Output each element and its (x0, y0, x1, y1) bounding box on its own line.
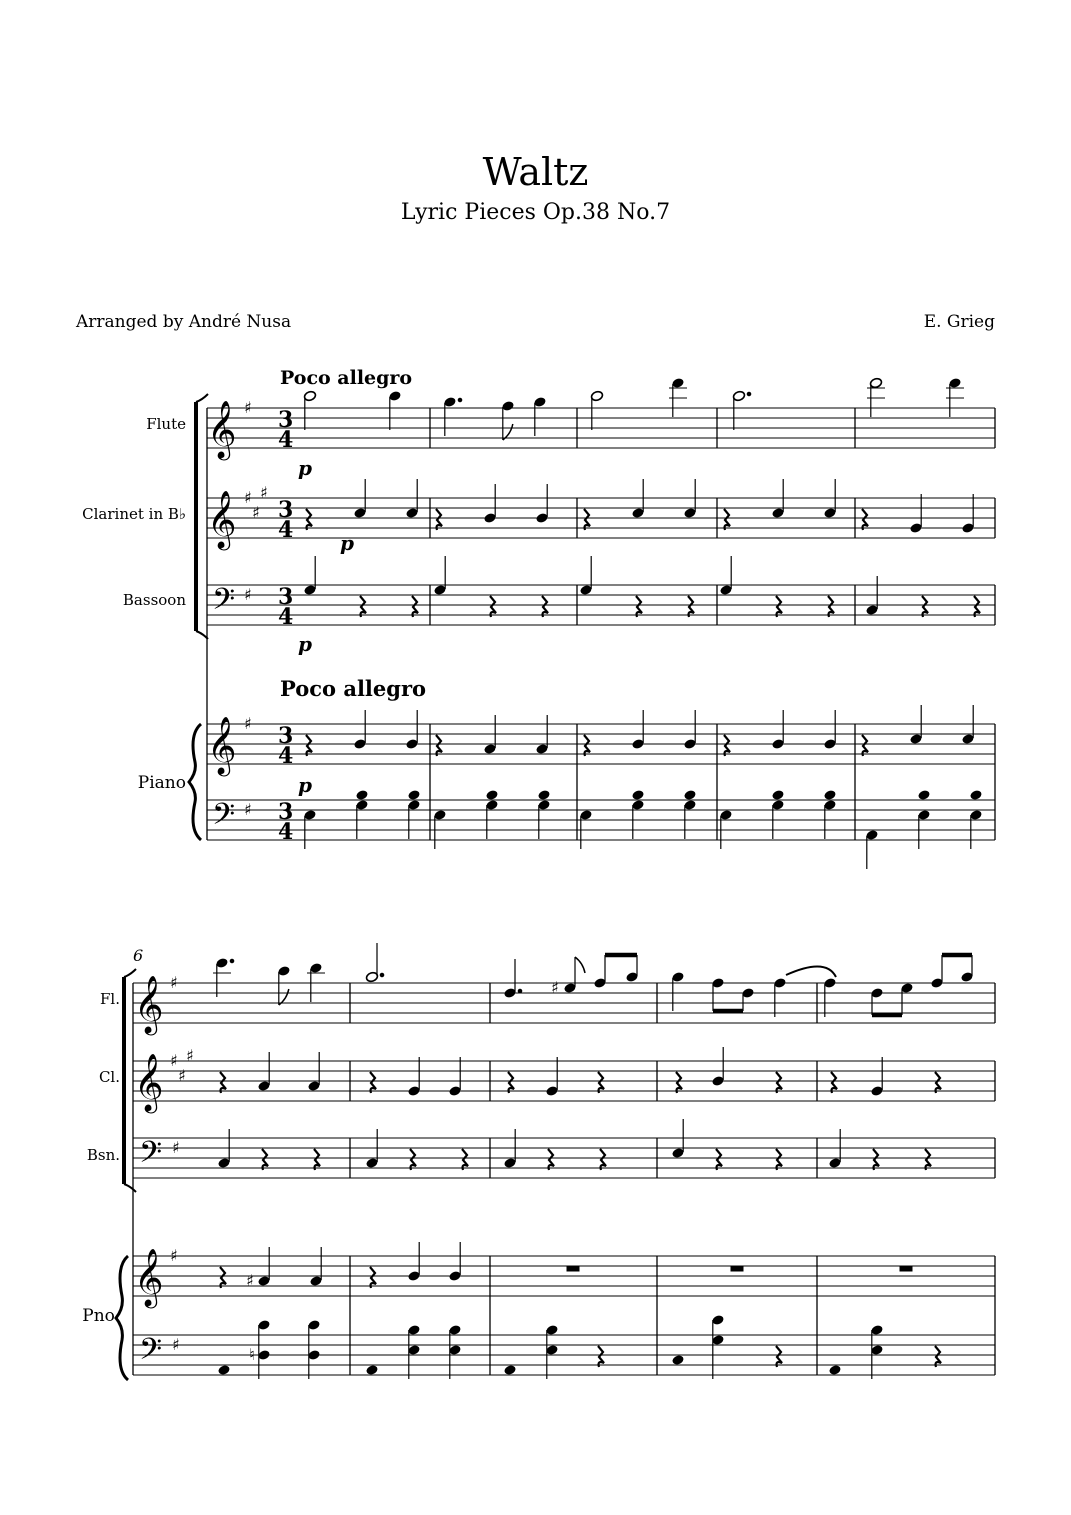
instrument-label-bassoon: Bassoon (122, 591, 186, 609)
quarter-rest (676, 1072, 682, 1093)
piece-title: Waltz (482, 150, 589, 194)
sharp-sign: ♯ (246, 1271, 254, 1290)
sharp-sign: ♯ (170, 973, 178, 992)
quarter-rest (776, 1072, 782, 1093)
sharp-sign: ♯ (551, 978, 559, 997)
quarter-rest (600, 1149, 606, 1170)
staff-flute (207, 408, 995, 448)
time-signature-bottom: 4 (278, 604, 294, 630)
dynamic-p: p (298, 773, 312, 797)
quarter-rest (862, 735, 868, 756)
instrument-label-flute-short: Fl. (100, 990, 120, 1008)
staff-clarinet (207, 498, 995, 538)
treble-clef: 𝄞 (134, 1053, 164, 1111)
quarter-rest (598, 1346, 604, 1367)
quarter-rest (776, 1346, 782, 1367)
quarter-rest (724, 735, 730, 756)
notehead (823, 789, 836, 801)
instrument-label-piano: Piano (137, 773, 186, 793)
tempo-marking-piano: Poco allegro (280, 676, 427, 701)
quarter-rest (370, 1072, 376, 1093)
instrument-label-bassoon-short: Bsn. (86, 1146, 120, 1164)
time-signature-bottom: 4 (278, 427, 294, 453)
quarter-rest (548, 1149, 554, 1170)
treble-clef: 𝄞 (207, 400, 237, 458)
time-signature-bottom: 4 (278, 819, 294, 845)
sharp-sign: ♯ (244, 398, 252, 417)
notehead (407, 789, 420, 801)
bass-clef: 𝄢 (139, 1136, 163, 1177)
quarter-rest (370, 1267, 376, 1288)
notehead (365, 1364, 378, 1376)
treble-clef: 𝄞 (134, 1248, 164, 1306)
notehead (683, 789, 696, 801)
quarter-rest (360, 596, 366, 617)
quarter-rest (862, 509, 868, 530)
quarter-rest (974, 596, 980, 617)
composer-credit: E. Grieg (923, 312, 995, 332)
notehead (355, 789, 368, 801)
quarter-rest (776, 1149, 782, 1170)
quarter-rest (598, 1072, 604, 1093)
time-signature-top: 3 (278, 407, 294, 433)
quarter-rest (542, 596, 548, 617)
sharp-sign: ♯ (260, 483, 268, 502)
quarter-rest (508, 1072, 514, 1093)
instrument-label-clarinet: Clarinet in B♭ (82, 505, 186, 523)
quarter-rest (306, 735, 312, 756)
quarter-rest (776, 596, 782, 617)
sharp-sign: ♯ (244, 585, 252, 604)
sharp-sign: ♯ (252, 503, 260, 522)
notehead (969, 789, 982, 801)
sharp-sign: ♯ (244, 800, 252, 819)
time-signature-top: 3 (278, 584, 294, 610)
sharp-sign: ♯ (244, 714, 252, 733)
time-signature-top: 3 (278, 799, 294, 825)
dynamic-p: p (298, 632, 312, 656)
instrument-label-flute: Flute (146, 415, 186, 433)
quarter-rest (935, 1346, 941, 1367)
quarter-rest (436, 509, 442, 530)
quarter-rest (220, 1267, 226, 1288)
quarter-rest (925, 1149, 931, 1170)
bass-clef: 𝄢 (139, 1333, 163, 1374)
sharp-sign: ♯ (170, 1051, 178, 1070)
quarter-rest (262, 1149, 268, 1170)
notehead (631, 789, 644, 801)
quarter-rest (922, 596, 928, 617)
sharp-sign: ♯ (172, 1138, 180, 1157)
quarter-rest (724, 509, 730, 530)
staff-piano-treble-2 (133, 1256, 995, 1296)
quarter-rest (716, 1149, 722, 1170)
time-signature-bottom: 4 (278, 743, 294, 769)
staff-piano-treble (207, 724, 995, 764)
sharp-sign: ♯ (186, 1046, 194, 1065)
quarter-rest (873, 1149, 879, 1170)
staff-clarinet-2 (133, 1061, 995, 1101)
instrument-label-clarinet-short: Cl. (98, 1068, 120, 1086)
notehead (485, 789, 498, 801)
dot (458, 398, 462, 402)
quarter-rest (828, 596, 834, 617)
staff-flute-2 (133, 983, 995, 1023)
sharp-sign: ♯ (172, 1335, 180, 1354)
bass-clef: 𝄢 (212, 798, 236, 839)
quarter-rest (584, 509, 590, 530)
sharp-sign: ♯ (170, 1246, 178, 1265)
piece-subtitle: Lyric Pieces Op.38 No.7 (400, 200, 671, 225)
quarter-rest (935, 1072, 941, 1093)
quarter-rest (490, 596, 496, 617)
notehead (828, 1364, 841, 1376)
staff-bassoon-2 (133, 1138, 995, 1178)
tempo-marking-winds: Poco allegro (280, 367, 413, 389)
whole-rest (900, 1266, 912, 1271)
quarter-rest (436, 735, 442, 756)
sharp-sign: ♯ (178, 1066, 186, 1085)
quarter-rest (584, 735, 590, 756)
quarter-rest (306, 509, 312, 530)
tie (786, 966, 836, 977)
time-signature-top: 3 (278, 723, 294, 749)
sharp-sign: ♯ (244, 488, 252, 507)
time-signature-bottom: 4 (278, 517, 294, 543)
notehead (917, 789, 930, 801)
treble-clef: 𝄞 (207, 716, 237, 774)
instrument-label-piano-short: Pno. (82, 1306, 120, 1326)
notehead (537, 789, 550, 801)
whole-rest (567, 1266, 579, 1271)
quarter-rest (410, 1149, 416, 1170)
notehead (503, 1364, 516, 1376)
dot (230, 959, 234, 963)
notehead (671, 1354, 684, 1366)
quarter-rest (636, 596, 642, 617)
quarter-rest (462, 1149, 468, 1170)
quarter-rest (831, 1072, 837, 1093)
whole-rest (731, 1266, 743, 1271)
quarter-rest (314, 1149, 320, 1170)
time-signature-top: 3 (278, 497, 294, 523)
quarter-rest (688, 596, 694, 617)
bass-clef: 𝄢 (212, 583, 236, 624)
dot (747, 392, 751, 396)
quarter-rest (412, 596, 418, 617)
notehead (771, 789, 784, 801)
treble-clef: 𝄞 (207, 490, 237, 548)
piano-brace-2 (116, 1256, 128, 1380)
measure-number: 6 (133, 946, 144, 965)
treble-clef: 𝄞 (134, 975, 164, 1033)
notehead (217, 1364, 230, 1376)
dot (380, 973, 384, 977)
quarter-rest (220, 1072, 226, 1093)
dynamic-p: p (298, 456, 312, 480)
piano-brace (189, 724, 201, 840)
dot (518, 989, 522, 993)
arranger-credit: Arranged by André Nusa (76, 312, 292, 332)
natural-sign: ♮ (249, 1345, 255, 1364)
dynamic-p: p (340, 531, 354, 555)
